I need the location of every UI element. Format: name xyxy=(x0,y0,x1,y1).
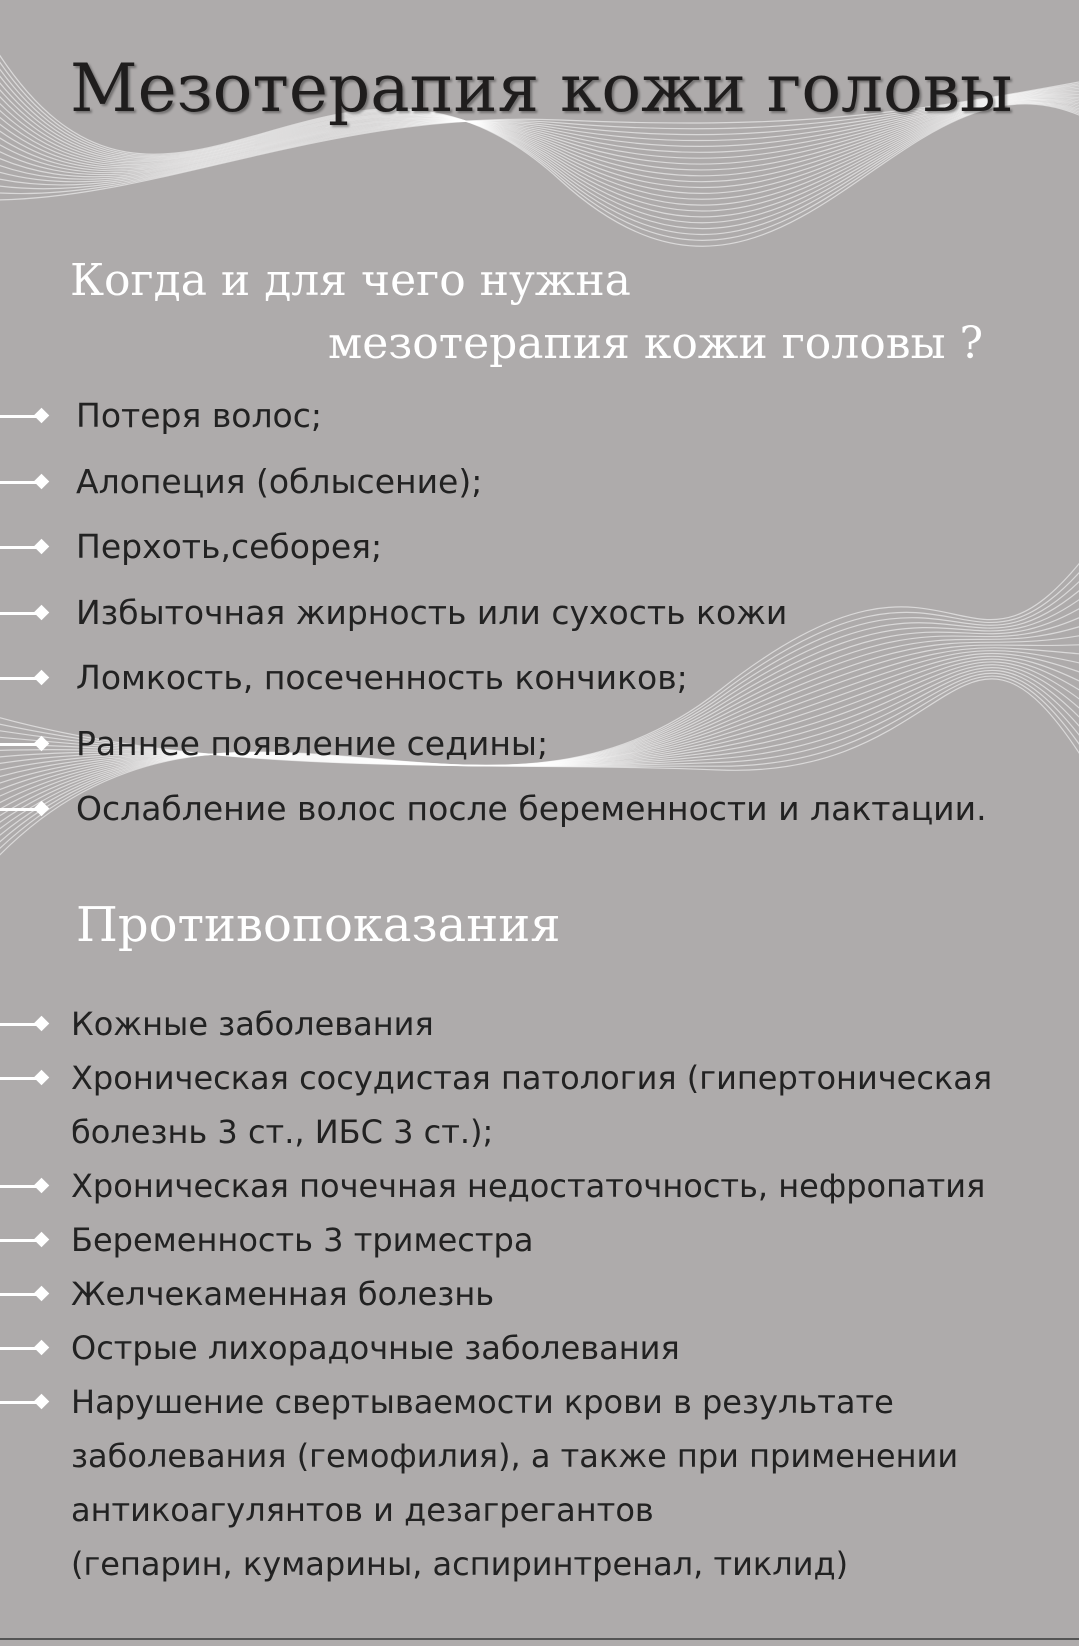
list-item: Избыточная жирность или сухость кожи xyxy=(0,590,987,656)
list-item: Нарушение свертываемости крови в результате заболевания (гемофилия), а также при применении антикоагулянтов и дезагрегантов (гепарин, кумарины, аспиринтренал, тиклид) xyxy=(0,1375,992,1591)
arrow-bullet-icon xyxy=(0,736,52,752)
list-item: Ломкость, посеченность кончиков; xyxy=(0,655,987,721)
arrow-bullet-icon xyxy=(0,605,52,621)
list-item: Хроническая почечная недостаточность, нефропатия xyxy=(0,1159,992,1213)
bottom-divider xyxy=(0,1638,1079,1640)
subtitle-line-1: Когда и для чего нужна xyxy=(70,255,631,306)
list-item: Алопеция (облысение); xyxy=(0,459,987,525)
arrow-bullet-icon xyxy=(0,1394,52,1410)
list-item: Острые лихорадочные заболевания xyxy=(0,1321,992,1375)
list-item: Раннее появление седины; xyxy=(0,721,987,787)
arrow-bullet-icon xyxy=(0,801,52,817)
arrow-bullet-icon xyxy=(0,670,52,686)
indications-list xyxy=(0,393,987,852)
page-title: Мезотерапия кожи головы xyxy=(70,50,1013,127)
arrow-bullet-icon xyxy=(0,1070,52,1086)
list-item: Потеря волос; xyxy=(0,393,987,459)
arrow-bullet-icon xyxy=(0,1178,52,1194)
arrow-bullet-icon xyxy=(0,539,52,555)
arrow-bullet-icon xyxy=(0,1340,52,1356)
arrow-bullet-icon xyxy=(0,1016,52,1032)
list-item: Перхоть,себорея; xyxy=(0,524,987,590)
arrow-bullet-icon xyxy=(0,1286,52,1302)
contraindications-heading: Противопоказания xyxy=(76,897,561,953)
subtitle-line-2: мезотерапия кожи головы ? xyxy=(328,318,984,369)
list-item: Кожные заболевания xyxy=(0,997,992,1051)
arrow-bullet-icon xyxy=(0,1232,52,1248)
list-item: Ослабление волос после беременности и лактации. xyxy=(0,786,987,852)
arrow-bullet-icon xyxy=(0,408,52,424)
list-item: Желчекаменная болезнь xyxy=(0,1267,992,1321)
list-item: Беременность 3 триместра xyxy=(0,1213,992,1267)
list-item: Хроническая сосудистая патология (гипертоническая болезнь 3 ст., ИБС 3 ст.); xyxy=(0,1051,992,1159)
arrow-bullet-icon xyxy=(0,474,52,490)
contraindications-list xyxy=(0,997,992,1591)
